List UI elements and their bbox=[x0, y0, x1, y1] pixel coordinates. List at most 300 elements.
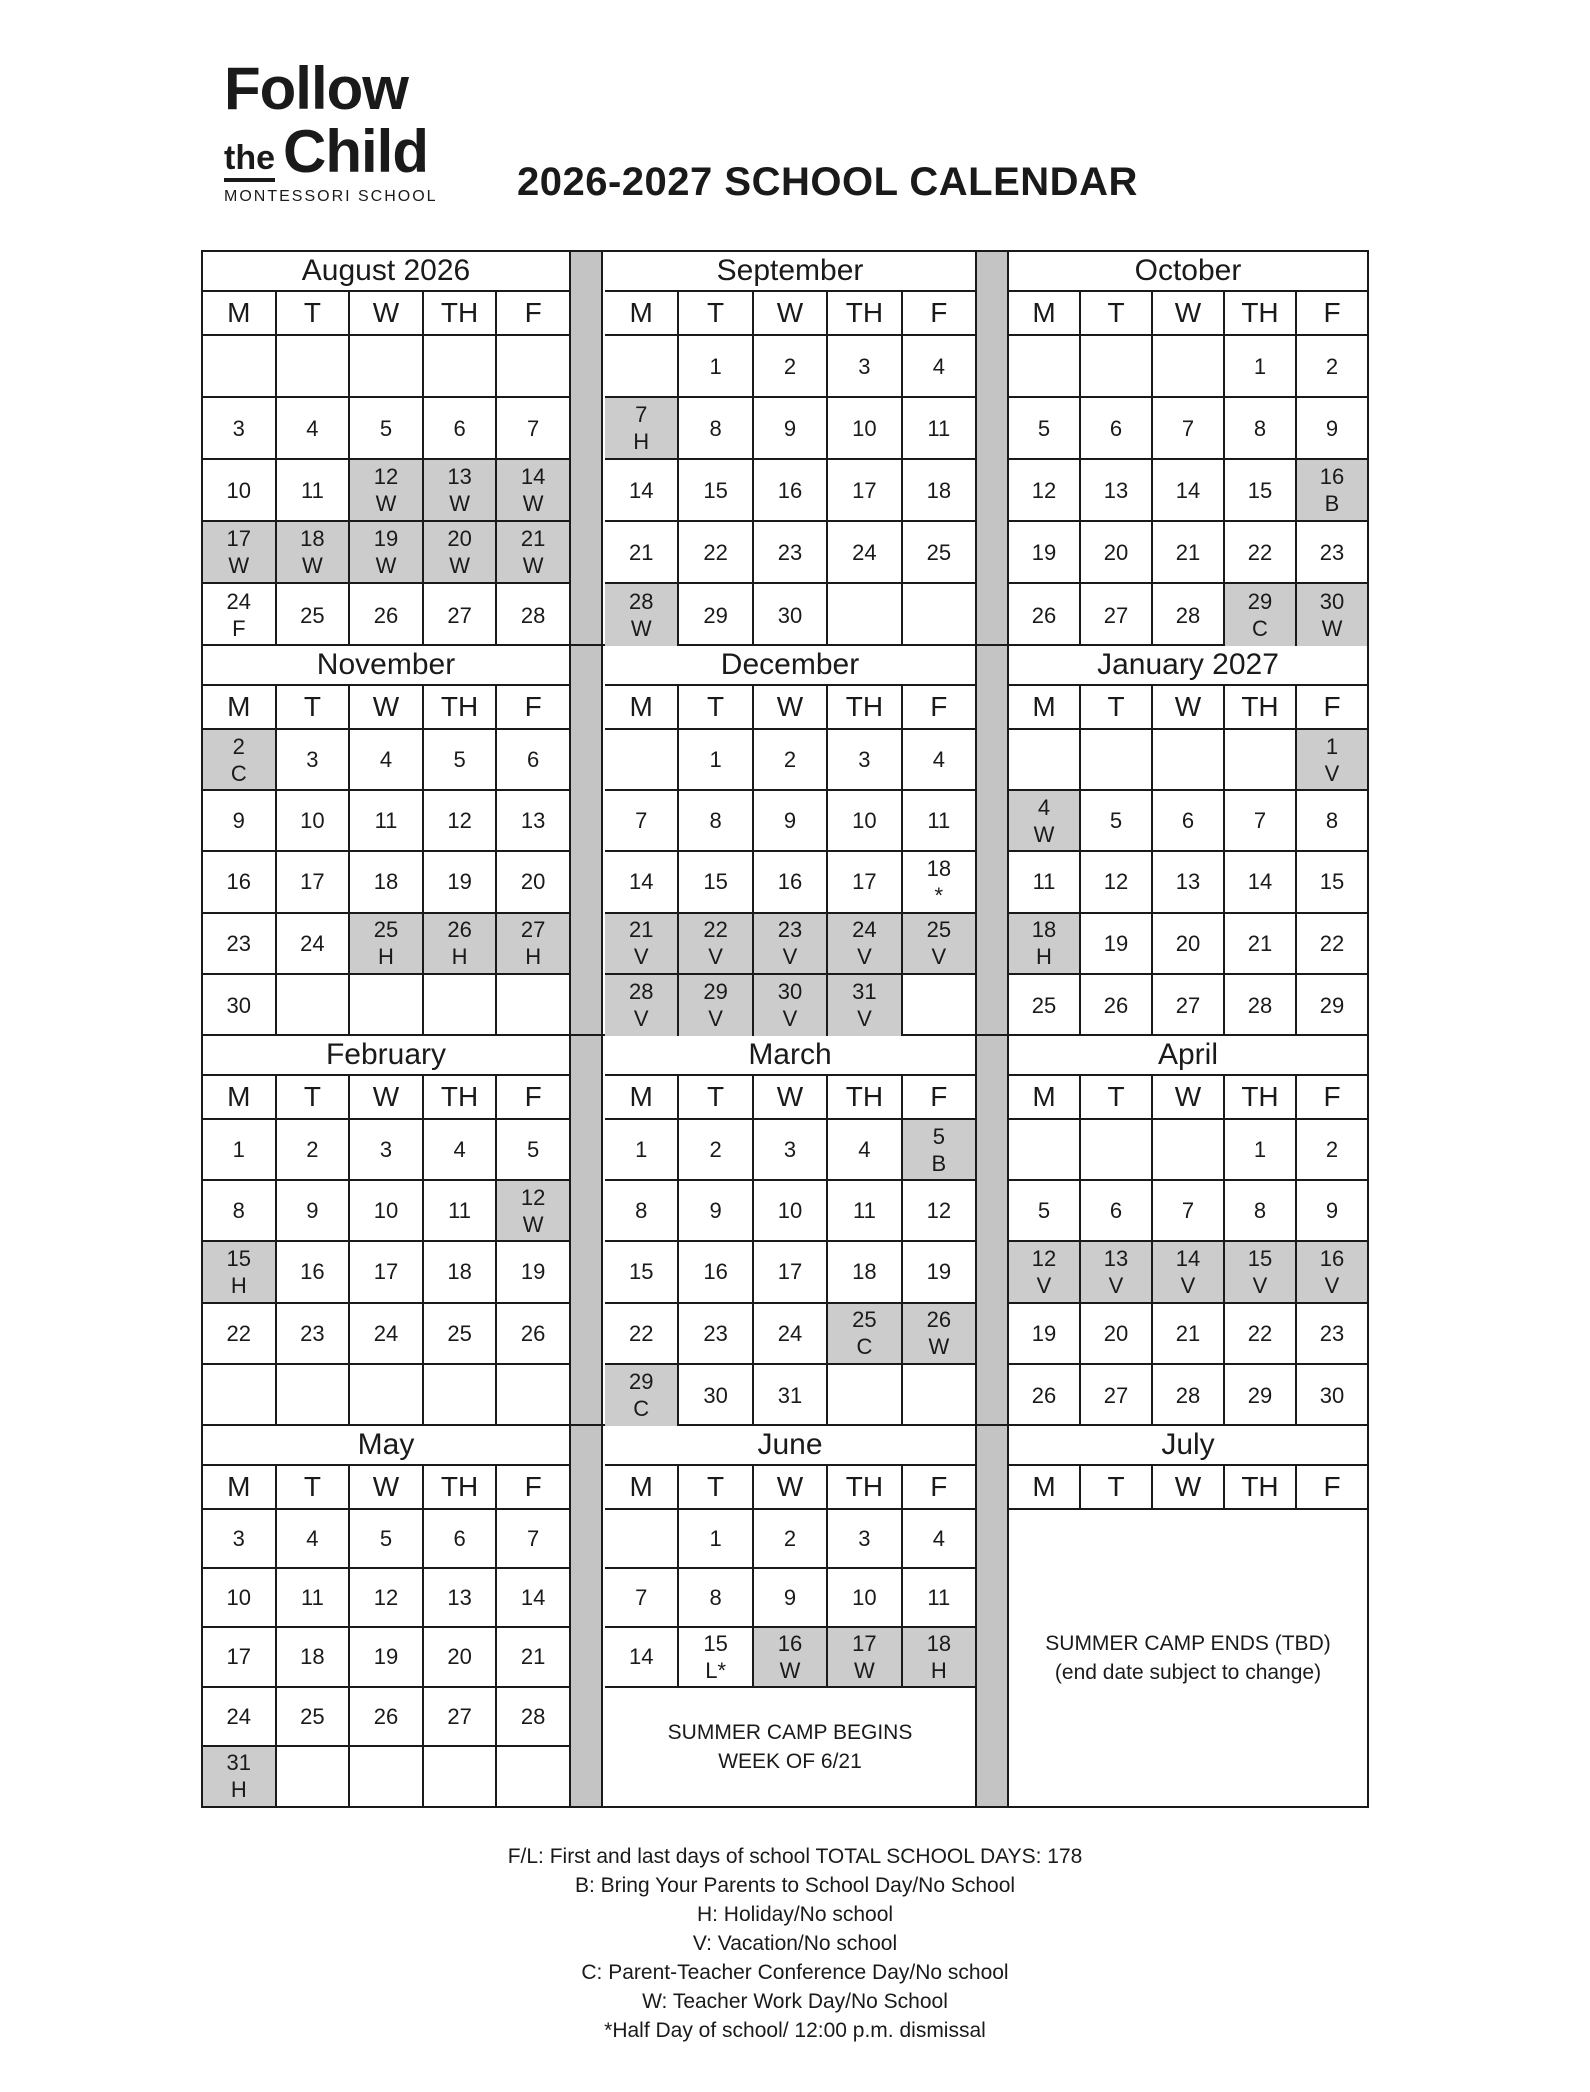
day-number: 12 bbox=[447, 808, 472, 834]
day-number: 18 bbox=[926, 855, 952, 881]
day-cell bbox=[497, 1510, 569, 1567]
day-number: 16 bbox=[777, 869, 803, 895]
day-cell bbox=[754, 336, 828, 396]
day-cell bbox=[605, 1181, 679, 1240]
month-title: November bbox=[203, 646, 569, 686]
day-cell bbox=[424, 730, 498, 789]
legend-item: H: Holiday/No school bbox=[696, 1903, 894, 1926]
day-cell bbox=[828, 1120, 902, 1179]
day-number: 1 bbox=[1325, 733, 1339, 759]
day-cell bbox=[828, 730, 902, 789]
day-cell bbox=[754, 791, 828, 850]
day-cell bbox=[1225, 460, 1297, 520]
day-cell bbox=[828, 1181, 902, 1240]
day-cell bbox=[679, 1510, 753, 1567]
day-number: 14 bbox=[1175, 1245, 1201, 1271]
weekday-label: W bbox=[754, 1076, 828, 1118]
day-cell bbox=[277, 522, 351, 582]
day-cell bbox=[1297, 1242, 1367, 1301]
day-number: 4 bbox=[1037, 794, 1051, 820]
day-cell bbox=[1009, 791, 1081, 850]
week-row bbox=[1009, 522, 1367, 584]
calendar-grid bbox=[201, 250, 1369, 1808]
day-cell bbox=[203, 1688, 277, 1745]
day-code: V bbox=[931, 944, 947, 970]
day-cell bbox=[497, 1304, 569, 1363]
day-number: 8 bbox=[1253, 415, 1267, 441]
day-cell bbox=[903, 584, 975, 646]
day-cell bbox=[1153, 1120, 1225, 1179]
day-cell bbox=[1153, 398, 1225, 458]
day-number: 24 bbox=[777, 1320, 803, 1346]
day-code: V bbox=[857, 944, 872, 970]
day-number: 29 bbox=[628, 1369, 654, 1395]
weekday-label: F bbox=[524, 297, 542, 328]
day-number: 26 bbox=[447, 917, 472, 943]
day-cell bbox=[1081, 1304, 1153, 1363]
day-code: V bbox=[782, 1006, 798, 1032]
day-cell bbox=[1225, 1120, 1297, 1179]
week-row bbox=[605, 336, 975, 398]
day-number: 1 bbox=[232, 1137, 245, 1163]
day-cell bbox=[497, 1569, 569, 1626]
day-number: 25 bbox=[926, 539, 952, 565]
day-cell bbox=[754, 1120, 828, 1179]
month-title: May bbox=[203, 1426, 569, 1466]
weekday-label: T bbox=[277, 292, 351, 334]
day-number: 12 bbox=[373, 464, 399, 489]
week-row bbox=[1009, 852, 1367, 913]
day-cell bbox=[1009, 1365, 1081, 1426]
day-number: 31 bbox=[852, 979, 877, 1005]
week-row bbox=[203, 1242, 569, 1303]
day-cell bbox=[1297, 730, 1367, 789]
weekday-label: W bbox=[1153, 292, 1225, 334]
weekday-label: T bbox=[277, 686, 351, 728]
day-code: B bbox=[1324, 491, 1340, 516]
month-block bbox=[605, 1426, 975, 1806]
weekday-header bbox=[1009, 292, 1367, 336]
day-cell bbox=[424, 1242, 498, 1301]
day-number: 16 bbox=[226, 869, 252, 895]
day-cell bbox=[754, 852, 828, 911]
day-cell bbox=[350, 1688, 424, 1745]
day-cell bbox=[1081, 975, 1153, 1036]
day-cell bbox=[497, 1120, 569, 1179]
day-cell bbox=[605, 584, 679, 646]
day-number: 16 bbox=[300, 1259, 325, 1285]
day-number: 21 bbox=[628, 917, 654, 943]
day-cell bbox=[828, 975, 902, 1036]
legend-item: V: Vacation/No school bbox=[692, 1932, 898, 1955]
page-title: 2026-2027 SCHOOL CALENDAR bbox=[517, 160, 1138, 204]
day-cell bbox=[679, 975, 753, 1036]
day-cell bbox=[277, 1510, 351, 1567]
day-number: 11 bbox=[374, 808, 398, 834]
day-number: 13 bbox=[1103, 477, 1129, 503]
month-title: February bbox=[203, 1036, 569, 1076]
day-number: 25 bbox=[373, 917, 399, 943]
day-cell bbox=[203, 1120, 277, 1179]
day-cell bbox=[679, 1628, 753, 1685]
day-cell bbox=[903, 1120, 975, 1179]
day-number: 14 bbox=[520, 1585, 546, 1611]
weekday-header bbox=[1009, 686, 1367, 730]
day-cell bbox=[277, 1120, 351, 1179]
day-number: 12 bbox=[1031, 477, 1057, 503]
day-number: 7 bbox=[635, 1585, 648, 1611]
day-cell bbox=[1081, 730, 1153, 789]
day-number: 16 bbox=[1319, 1245, 1345, 1271]
day-number: 2 bbox=[783, 1526, 797, 1552]
weekday-header bbox=[203, 686, 569, 730]
day-number: 19 bbox=[1031, 539, 1057, 565]
day-number: 10 bbox=[373, 1198, 399, 1224]
week-row bbox=[1009, 791, 1367, 852]
day-number: 21 bbox=[520, 1644, 546, 1670]
weekday-label: M bbox=[203, 1466, 277, 1508]
day-number: 29 bbox=[1319, 992, 1345, 1018]
day-number: 9 bbox=[709, 1198, 722, 1224]
school-logo bbox=[224, 55, 464, 206]
day-cell bbox=[903, 1304, 975, 1363]
day-cell bbox=[679, 336, 753, 396]
day-number: 23 bbox=[1319, 1320, 1345, 1346]
legend-item: B: Bring Your Parents to School Day/No School bbox=[574, 1874, 1016, 1897]
day-code: H bbox=[230, 1272, 247, 1298]
day-cell bbox=[497, 1365, 569, 1426]
day-cell bbox=[424, 1510, 498, 1567]
day-cell bbox=[1225, 791, 1297, 850]
day-code: W bbox=[449, 491, 470, 516]
day-cell bbox=[424, 1304, 498, 1363]
column-divider bbox=[975, 252, 1009, 1806]
weekday-label: T bbox=[1081, 1076, 1153, 1118]
day-cell bbox=[754, 1304, 828, 1363]
day-number: 10 bbox=[226, 1585, 252, 1611]
day-cell bbox=[754, 584, 828, 646]
day-number: 19 bbox=[1103, 930, 1129, 956]
day-cell bbox=[903, 336, 975, 396]
day-number: 30 bbox=[1319, 1382, 1345, 1408]
day-cell bbox=[1225, 336, 1297, 396]
day-cell bbox=[1009, 336, 1081, 396]
week-row bbox=[203, 852, 569, 913]
day-cell bbox=[679, 1304, 753, 1363]
day-number: 15 bbox=[703, 1630, 728, 1656]
week-row bbox=[605, 1181, 975, 1242]
day-cell bbox=[679, 522, 753, 582]
week-row bbox=[605, 1365, 975, 1426]
day-number: 6 bbox=[453, 1526, 466, 1552]
week-row bbox=[203, 1628, 569, 1687]
day-code: V bbox=[1252, 1272, 1268, 1298]
week-row bbox=[1009, 914, 1367, 975]
day-cell bbox=[605, 975, 679, 1036]
day-number: 28 bbox=[520, 1703, 546, 1729]
day-number: 3 bbox=[858, 747, 871, 773]
day-number: 16 bbox=[777, 1630, 803, 1656]
day-code: H bbox=[230, 1777, 247, 1803]
day-number: 23 bbox=[777, 539, 803, 565]
day-cell bbox=[903, 1365, 975, 1426]
day-cell bbox=[350, 1365, 424, 1426]
weekday-label: TH bbox=[1225, 292, 1297, 334]
day-cell bbox=[828, 398, 902, 458]
day-cell bbox=[1297, 791, 1367, 850]
day-number: 15 bbox=[628, 1259, 654, 1285]
day-number: 10 bbox=[852, 1585, 877, 1611]
day-number: 12 bbox=[373, 1585, 399, 1611]
day-cell bbox=[1225, 1365, 1297, 1426]
day-number: 24 bbox=[852, 539, 877, 565]
day-number: 12 bbox=[1031, 1245, 1057, 1271]
day-number: 10 bbox=[852, 415, 877, 441]
day-number: 13 bbox=[1175, 869, 1201, 895]
week-row bbox=[1009, 336, 1367, 398]
day-number: 22 bbox=[1247, 539, 1273, 565]
day-cell bbox=[203, 584, 277, 646]
legend-item: C: Parent-Teacher Conference Day/No school bbox=[581, 1961, 1009, 1984]
day-number: 18 bbox=[926, 1630, 952, 1656]
day-number: 14 bbox=[1247, 869, 1273, 895]
day-cell bbox=[350, 336, 424, 396]
day-cell bbox=[754, 975, 828, 1036]
day-number: 5 bbox=[379, 415, 393, 441]
day-cell bbox=[277, 730, 351, 789]
day-number: 6 bbox=[527, 747, 540, 773]
day-cell bbox=[497, 460, 569, 520]
day-cell bbox=[350, 584, 424, 646]
day-cell bbox=[828, 1510, 902, 1567]
day-cell bbox=[1225, 1242, 1297, 1301]
day-number: 14 bbox=[628, 1644, 654, 1670]
day-cell bbox=[1153, 1242, 1225, 1301]
day-number: 18 bbox=[1031, 917, 1057, 943]
day-number: 17 bbox=[852, 1630, 877, 1656]
day-number: 8 bbox=[709, 808, 722, 834]
month-block bbox=[605, 1036, 975, 1424]
day-cell bbox=[350, 1569, 424, 1626]
day-cell bbox=[903, 730, 975, 789]
day-cell bbox=[424, 460, 498, 520]
day-cell bbox=[424, 1628, 498, 1685]
day-cell bbox=[497, 336, 569, 396]
day-cell bbox=[903, 791, 975, 850]
day-cell bbox=[1081, 522, 1153, 582]
day-number: 23 bbox=[1319, 539, 1345, 565]
day-cell bbox=[203, 975, 277, 1036]
day-number: 5 bbox=[527, 1137, 540, 1163]
day-cell bbox=[828, 1242, 902, 1301]
day-number: 19 bbox=[926, 1259, 952, 1285]
day-code: C bbox=[1252, 616, 1268, 641]
day-number: 20 bbox=[1175, 930, 1201, 956]
day-code: C bbox=[633, 1396, 650, 1422]
week-row bbox=[605, 398, 975, 460]
day-number: 29 bbox=[703, 979, 728, 1005]
week-row bbox=[203, 1304, 569, 1365]
day-cell bbox=[828, 336, 902, 396]
day-number: 5 bbox=[379, 1526, 393, 1552]
day-number: 22 bbox=[226, 1320, 252, 1346]
week-row bbox=[1009, 730, 1367, 791]
day-cell bbox=[203, 852, 277, 911]
day-cell bbox=[203, 522, 277, 582]
day-number: 4 bbox=[932, 353, 945, 379]
day-number: 18 bbox=[447, 1259, 472, 1285]
day-number: 7 bbox=[1181, 415, 1195, 441]
day-number: 15 bbox=[1247, 477, 1273, 503]
day-number: 25 bbox=[300, 1703, 325, 1729]
day-number: 3 bbox=[783, 1137, 797, 1163]
day-cell bbox=[605, 852, 679, 911]
day-number: 27 bbox=[447, 1703, 472, 1729]
day-number: 17 bbox=[373, 1259, 399, 1285]
month-block bbox=[1009, 1426, 1367, 1806]
day-code: W bbox=[302, 553, 323, 578]
weekday-label: M bbox=[605, 686, 679, 728]
month-block bbox=[1009, 1036, 1367, 1424]
day-number: 26 bbox=[373, 602, 399, 628]
day-cell bbox=[1225, 398, 1297, 458]
weekday-label: W bbox=[754, 292, 828, 334]
day-number: 21 bbox=[1175, 1320, 1201, 1346]
day-code: H bbox=[378, 944, 394, 970]
legend-item: *Half Day of school/ 12:00 p.m. dismissal bbox=[604, 2019, 986, 2042]
day-cell bbox=[605, 1242, 679, 1301]
day-number: 12 bbox=[1103, 869, 1129, 895]
weekday-label: M bbox=[1009, 686, 1081, 728]
day-cell bbox=[424, 791, 498, 850]
day-number: 24 bbox=[852, 917, 877, 943]
day-number: 11 bbox=[448, 1198, 471, 1224]
day-number: 25 bbox=[926, 917, 952, 943]
day-cell bbox=[1009, 584, 1081, 646]
day-number: 19 bbox=[373, 526, 399, 551]
day-number: 23 bbox=[226, 930, 252, 956]
day-cell bbox=[1225, 1181, 1297, 1240]
day-cell bbox=[277, 1304, 351, 1363]
day-cell bbox=[1225, 914, 1297, 973]
day-cell bbox=[605, 1365, 679, 1426]
day-number: 18 bbox=[300, 1644, 325, 1670]
day-cell bbox=[1009, 1181, 1081, 1240]
day-cell bbox=[203, 1510, 277, 1567]
week-row bbox=[605, 1304, 975, 1365]
day-cell bbox=[277, 1569, 351, 1626]
day-number: 3 bbox=[306, 747, 319, 773]
week-row bbox=[605, 584, 975, 646]
day-cell bbox=[424, 584, 498, 646]
day-cell bbox=[828, 460, 902, 520]
month-block bbox=[203, 646, 569, 1034]
day-cell bbox=[1153, 730, 1225, 789]
day-cell bbox=[605, 1510, 679, 1567]
day-cell bbox=[424, 398, 498, 458]
weekday-label: T bbox=[1081, 1466, 1153, 1508]
weekday-label: F bbox=[1323, 1471, 1341, 1502]
month-block bbox=[1009, 646, 1367, 1034]
day-code: V bbox=[1324, 760, 1340, 786]
day-cell bbox=[203, 1628, 277, 1685]
day-cell bbox=[605, 914, 679, 973]
weekday-header bbox=[605, 292, 975, 336]
week-row bbox=[203, 730, 569, 791]
day-number: 27 bbox=[447, 602, 472, 628]
day-number: 4 bbox=[932, 747, 945, 773]
week-row bbox=[203, 398, 569, 460]
week-row bbox=[203, 336, 569, 398]
day-number: 25 bbox=[852, 1307, 877, 1333]
week-row bbox=[1009, 398, 1367, 460]
week-row bbox=[203, 522, 569, 584]
day-number: 7 bbox=[527, 415, 540, 441]
day-number: 28 bbox=[628, 979, 654, 1005]
weekday-label: TH bbox=[1225, 1076, 1297, 1118]
day-number: 24 bbox=[226, 1703, 252, 1729]
weekday-header bbox=[605, 1076, 975, 1120]
weekday-label: TH bbox=[424, 686, 498, 728]
day-number: 17 bbox=[226, 1644, 252, 1670]
day-number: 30 bbox=[703, 1382, 728, 1408]
day-cell bbox=[1297, 1120, 1367, 1179]
day-cell bbox=[1081, 584, 1153, 646]
day-cell bbox=[828, 791, 902, 850]
day-number: 24 bbox=[300, 930, 325, 956]
day-cell bbox=[497, 584, 569, 646]
day-cell bbox=[350, 1510, 424, 1567]
day-cell bbox=[828, 1628, 902, 1685]
day-number: 30 bbox=[1319, 589, 1345, 614]
day-cell bbox=[1297, 522, 1367, 582]
day-number: 26 bbox=[926, 1307, 952, 1333]
month-block bbox=[605, 646, 975, 1034]
week-row bbox=[203, 1688, 569, 1747]
day-cell bbox=[828, 852, 902, 911]
weekday-label: TH bbox=[424, 1076, 498, 1118]
day-number: 5 bbox=[1037, 1198, 1051, 1224]
day-cell bbox=[605, 1304, 679, 1363]
day-cell bbox=[424, 1181, 498, 1240]
day-cell bbox=[203, 914, 277, 973]
day-cell bbox=[203, 791, 277, 850]
day-number: 2 bbox=[232, 733, 245, 759]
day-number: 26 bbox=[373, 1703, 399, 1729]
weekday-label: M bbox=[605, 1076, 679, 1118]
day-cell bbox=[277, 914, 351, 973]
day-number: 22 bbox=[1247, 1320, 1273, 1346]
day-cell bbox=[203, 1747, 277, 1806]
week-row bbox=[1009, 1120, 1367, 1181]
day-cell bbox=[679, 1242, 753, 1301]
day-number: 11 bbox=[853, 1198, 876, 1224]
day-number: 27 bbox=[1175, 992, 1201, 1018]
day-number: 9 bbox=[783, 808, 797, 834]
day-cell bbox=[605, 1120, 679, 1179]
day-cell bbox=[350, 522, 424, 582]
day-cell bbox=[679, 730, 753, 789]
day-cell bbox=[203, 1569, 277, 1626]
weekday-label: TH bbox=[424, 292, 498, 334]
day-code: W bbox=[228, 553, 250, 578]
day-cell bbox=[1153, 522, 1225, 582]
day-cell bbox=[1009, 1242, 1081, 1301]
week-row bbox=[1009, 1304, 1367, 1365]
day-cell bbox=[497, 1747, 569, 1806]
day-number: 23 bbox=[703, 1320, 728, 1346]
day-number: 29 bbox=[1247, 1382, 1273, 1408]
